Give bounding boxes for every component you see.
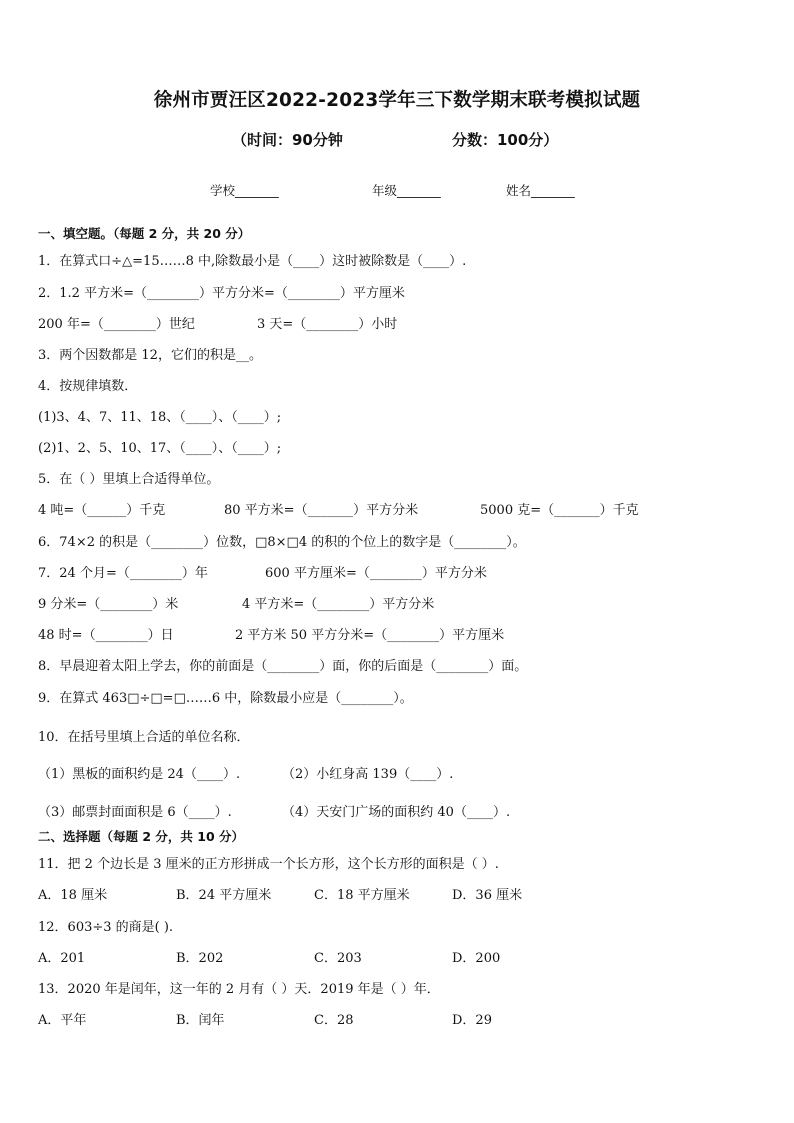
question-9: 9．在算式 463□÷□=□……6 中，除数最小应是（________）。 bbox=[38, 691, 413, 706]
question-10-sub-1: （1）黑板的面积约是 24（____）. bbox=[38, 767, 241, 782]
question-13-option-a: A．平年 bbox=[38, 1013, 87, 1028]
grade-field: 年级_______ bbox=[372, 183, 441, 198]
question-7-sub-f: 2 平方米 50 平方分米=（________）平方厘米 bbox=[235, 628, 505, 643]
exam-score: 分数：100分） bbox=[452, 131, 559, 149]
question-11: 11．把 2 个边长是 3 厘米的正方形拼成一个长方形，这个长方形的面积是（ ）. bbox=[38, 857, 499, 872]
question-13: 13．2020 年是闰年，这一年的 2 月有（ ）天．2019 年是（ ）年． bbox=[38, 982, 440, 997]
question-13-option-b: B．闰年 bbox=[176, 1013, 225, 1028]
question-10-sub-2: （2）小红身高 139（____）. bbox=[282, 767, 454, 782]
question-10-sub-3: （3）邮票封面面积是 6（____）. bbox=[38, 805, 232, 820]
question-5-sub-b: 80 平方米=（_______）平方分米 bbox=[224, 503, 419, 518]
question-10: 10．在括号里填上合适的单位名称． bbox=[38, 730, 250, 745]
question-5-sub-c: 5000 克=（_______）千克 bbox=[480, 503, 639, 518]
question-11-option-b: B．24 平方厘米 bbox=[176, 888, 272, 903]
question-5-sub-a: 4 吨=（______）千克 bbox=[38, 503, 166, 518]
question-4: 4．按规律填数． bbox=[38, 379, 138, 394]
school-field: 学校_______ bbox=[210, 183, 279, 198]
section-heading-choice: 二、选择题（每题 2 分，共 10 分） bbox=[38, 829, 245, 844]
question-6: 6．74×2 的积是（________）位数，□8×□4 的积的个位上的数字是（________）。 bbox=[38, 535, 526, 550]
section-heading-fill-blank: 一、填空题。（每题 2 分，共 20 分） bbox=[38, 226, 251, 241]
question-5: 5．在（ ）里填上合适得单位。 bbox=[38, 472, 220, 487]
question-12-option-a: A．201 bbox=[38, 951, 86, 966]
question-2: 2．1.2 平方米=（________）平方分米=（________）平方厘米 bbox=[38, 286, 405, 301]
question-2-sub-b: 3 天=（________）小时 bbox=[257, 317, 398, 332]
question-11-option-c: C．18 平方厘米 bbox=[314, 888, 410, 903]
question-7-sub-c: 9 分米=（________）米 bbox=[38, 597, 179, 612]
question-4-sub-1: (1)3、4、7、11、18、（____）、（____）; bbox=[38, 410, 282, 425]
question-13-option-c: C．28 bbox=[314, 1013, 354, 1028]
question-8: 8．早晨迎着太阳上学去，你的前面是（________）面，你的后面是（________）面。 bbox=[38, 659, 528, 674]
page-title: 徐州市贾汪区2022-2023学年三下数学期末联考模拟试题 bbox=[153, 90, 641, 111]
question-12-option-b: B．202 bbox=[176, 951, 224, 966]
question-12-option-d: D．200 bbox=[452, 951, 501, 966]
question-3: 3．两个因数都是 12，它们的积是__。 bbox=[38, 348, 262, 363]
question-7: 7．24 个月=（________）年 bbox=[38, 566, 208, 581]
question-7-sub-e: 48 时=（________）日 bbox=[38, 628, 174, 643]
question-13-option-d: D．29 bbox=[452, 1013, 492, 1028]
exam-time: （时间：90分钟 bbox=[232, 131, 343, 149]
name-field: 姓名_______ bbox=[506, 183, 575, 198]
question-1: 1．在算式口÷△=15……8 中,除数最小是（____）这时被除数是（____）. bbox=[38, 254, 467, 269]
question-4-sub-2: (2)1、2、5、10、17、（____）、（____）; bbox=[38, 441, 282, 456]
question-11-option-d: D．36 厘米 bbox=[452, 888, 523, 903]
question-7-sub-d: 4 平方米=（________）平方分米 bbox=[242, 597, 435, 612]
question-2-sub-a: 200 年=（________）世纪 bbox=[38, 317, 195, 332]
question-7-sub-b: 600 平方厘米=（________）平方分米 bbox=[265, 566, 487, 581]
question-11-option-a: A．18 厘米 bbox=[38, 888, 108, 903]
question-12-option-c: C．203 bbox=[314, 951, 362, 966]
question-12: 12．603÷3 的商是( ). bbox=[38, 920, 174, 935]
question-10-sub-4: （4）天安门广场的面积约 40（____）. bbox=[282, 805, 511, 820]
